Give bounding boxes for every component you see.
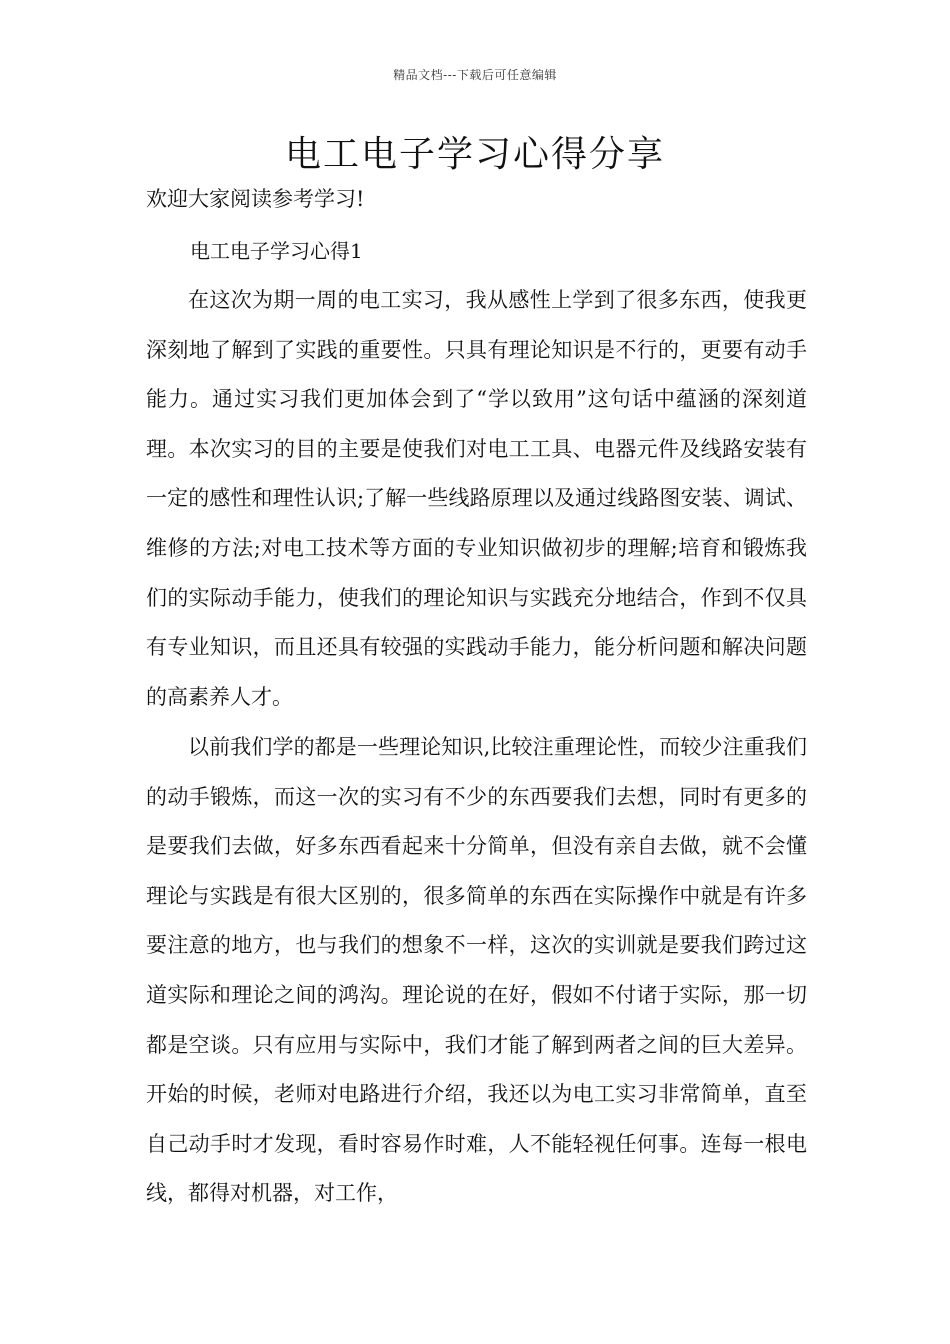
header-note: 精品文档---下载后可任意编辑	[393, 68, 557, 82]
document-title: 电工电子学习心得分享	[284, 134, 665, 175]
welcome-line: 欢迎大家阅读参考学习!	[146, 187, 365, 211]
body-paragraph-1: 在这次为期一周的电工实习，我从感性上学到了很多东西，使我更深刻地了解到了实践的重要性。只具有理论知识是不行的，更要有动手能力。通过实习我们更加体会到了“学以致用”这句话中蕴涵的深刻道理。本次实习的目的主要是使我们对电工工具、电器元件及线路安装有一定的感性和理性认识;了解一些线路原理以及通过线路图安装、调试、维修的方法;对电工技术等方面的专业知识做初步的理解;培育和锻炼我们的实际动手能力，使我们的理论知识与实践充分地结合，作到不仅具有专业知识，而且还具有较强的实践动手能力，能分析问题和解决问题的高素养人才。	[146, 288, 807, 709]
body-paragraph-2: 以前我们学的都是一些理论知识,比较注重理论性，而较少注重我们的动手锻炼，而这一次的实习有不少的东西要我们去想，同时有更多的是要我们去做，好多东西看起来十分简单，但没有亲自去做，就不会懂理论与实践是有很大区别的，很多简单的东西在实际操作中就是有许多要注意的地方，也与我们的想象不一样，这次的实训就是要我们跨过这道实际和理论之间的鸿沟。理论说的在好，假如不付诸于实际，那一切都是空谈。只有应用与实际中，我们才能了解到两者之间的巨大差异。开始的时候，老师对电路进行介绍，我还以为电工实习非常简单，直至自己动手时才发现，看时容易作时难，人不能轻视任何事。连每一根电线，都得对机器，对工作，	[146, 735, 807, 1206]
section-title: 电工电子学习心得1	[190, 239, 363, 263]
